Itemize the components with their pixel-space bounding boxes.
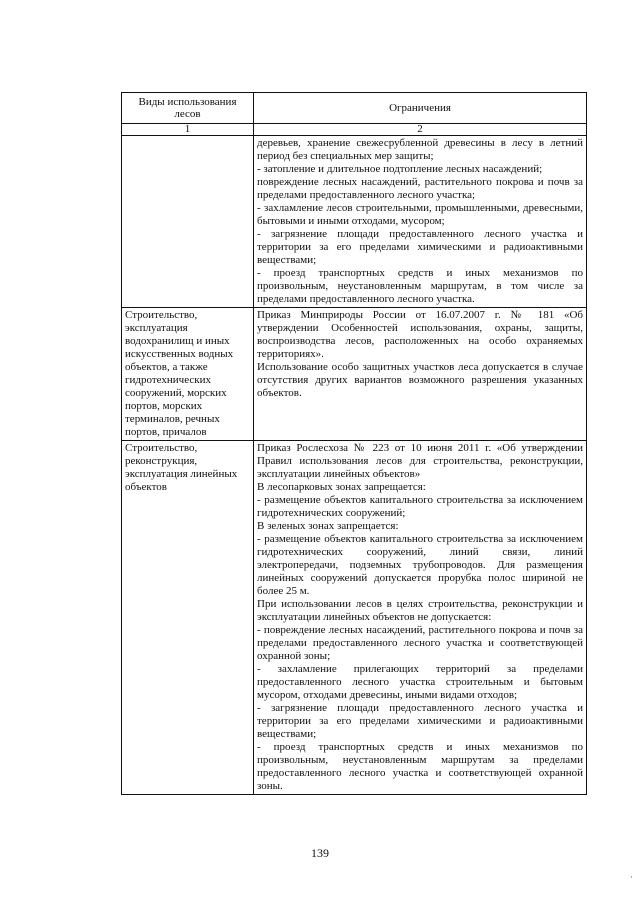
restriction-paragraph: деревьев, хранение свежесрубленной древесины в лесу в летний период без специальных мер защиты;	[257, 137, 583, 162]
restriction-paragraph: В зеленых зонах запрещается:	[257, 520, 399, 532]
restriction-paragraph: - загрязнение площади предоставленного лесного участка и территории за его пределами химическими и радиоактивными веществами;	[257, 228, 583, 266]
forest-use-type-cell	[122, 308, 254, 441]
column-number-2: 2	[254, 124, 587, 136]
restriction-paragraph: повреждение лесных насаждений, растительного покрова и почв за пределами предоставленного лесного участка;	[257, 176, 583, 201]
restriction-paragraph: - захламление прилегающих территорий за пределами предоставленного лесного участка строительным и бытовым мусором, отходами древесины, иными видами отходов;	[257, 663, 583, 701]
forest-use-type-cell	[122, 136, 254, 308]
restrictions-cell	[254, 308, 587, 441]
restriction-paragraph: - загрязнение площади предоставленного лесного участка и территории за его пределами химическими и радиоактивными веществами;	[257, 702, 583, 740]
restrictions-cell	[254, 441, 587, 795]
table-body	[122, 136, 587, 795]
restriction-paragraph: - проезд транспортных средств и иных механизмов по произвольным, неустановленным маршрутам за пределами предоставленного лесного участка и соответствующей охранной зоны.	[257, 741, 583, 792]
restriction-paragraph: - затопление и длительное подтопление лесных насаждений;	[257, 163, 543, 175]
forest-use-type-cell	[122, 441, 254, 795]
table-row	[122, 308, 587, 441]
table-row	[122, 441, 587, 795]
scan-edge-mark: ·	[630, 872, 633, 882]
table-row	[122, 136, 587, 308]
restriction-paragraph: При использовании лесов в целях строительства, реконструкции и эксплуатации линейных объектов не допускается:	[257, 598, 583, 623]
page-number: 139	[311, 846, 329, 860]
restriction-paragraph: - размещение объектов капитального строительства за исключением гидротехнических сооружений, линий связи, линий электропередачи, подземных трубопроводов. Для размещения линейных сооружений допускается прорубка полос шириной не более 25 м.	[257, 533, 583, 597]
restriction-paragraph: Приказ Минприроды России от 16.07.2007 г. № 181 «Об утверждении Особенностей использования, охраны, защиты, воспроизводства лесов, расположенных на особо охраняемых территориях».	[257, 309, 583, 360]
header-forest-use-types: Виды использования лесов	[122, 93, 254, 124]
forest-use-type-text: Строительство, реконструкция, эксплуатация линейных объектов	[125, 442, 238, 493]
restrictions-cell	[254, 136, 587, 308]
restrictions-table	[121, 92, 587, 795]
column-number-1: 1	[122, 124, 254, 136]
forest-use-type-text: Строительство, эксплуатация водохранилищ и иных искусственных водных объектов, а также гидротехнических сооружений, морских портов, морских терминалов, речных портов, причалов	[125, 309, 234, 438]
restriction-paragraph: - захламление лесов строительными, промышленными, древесными, бытовыми и иными отходами, мусором;	[257, 202, 583, 227]
restriction-paragraph: Приказ Рослесхоза № 223 от 10 июня 2011 г. «Об утверждении Правил использования лесов для строительства, реконструкции, эксплуатации линейных объектов»	[257, 442, 583, 480]
restriction-paragraph: - проезд транспортных средств и иных механизмов по произвольным, неустановленным маршрутам, в том числе за пределами предоставленного лесного участка.	[257, 267, 583, 305]
restriction-paragraph: Использование особо защитных участков леса допускается в случае отсутствия других вариантов возможного разрешения указанных объектов.	[257, 361, 583, 399]
restriction-paragraph: В лесопарковых зонах запрещается:	[257, 481, 426, 493]
restriction-paragraph: - повреждение лесных насаждений, растительного покрова и почв за пределами предоставленного лесного участка и соответствующей охранной зоны;	[257, 624, 583, 662]
table-header-row	[122, 93, 587, 124]
header-restrictions: Ограничения	[254, 93, 587, 124]
column-number-row	[122, 124, 587, 136]
restriction-paragraph: - размещение объектов капитального строительства за исключением гидротехнических сооружений;	[257, 494, 583, 519]
